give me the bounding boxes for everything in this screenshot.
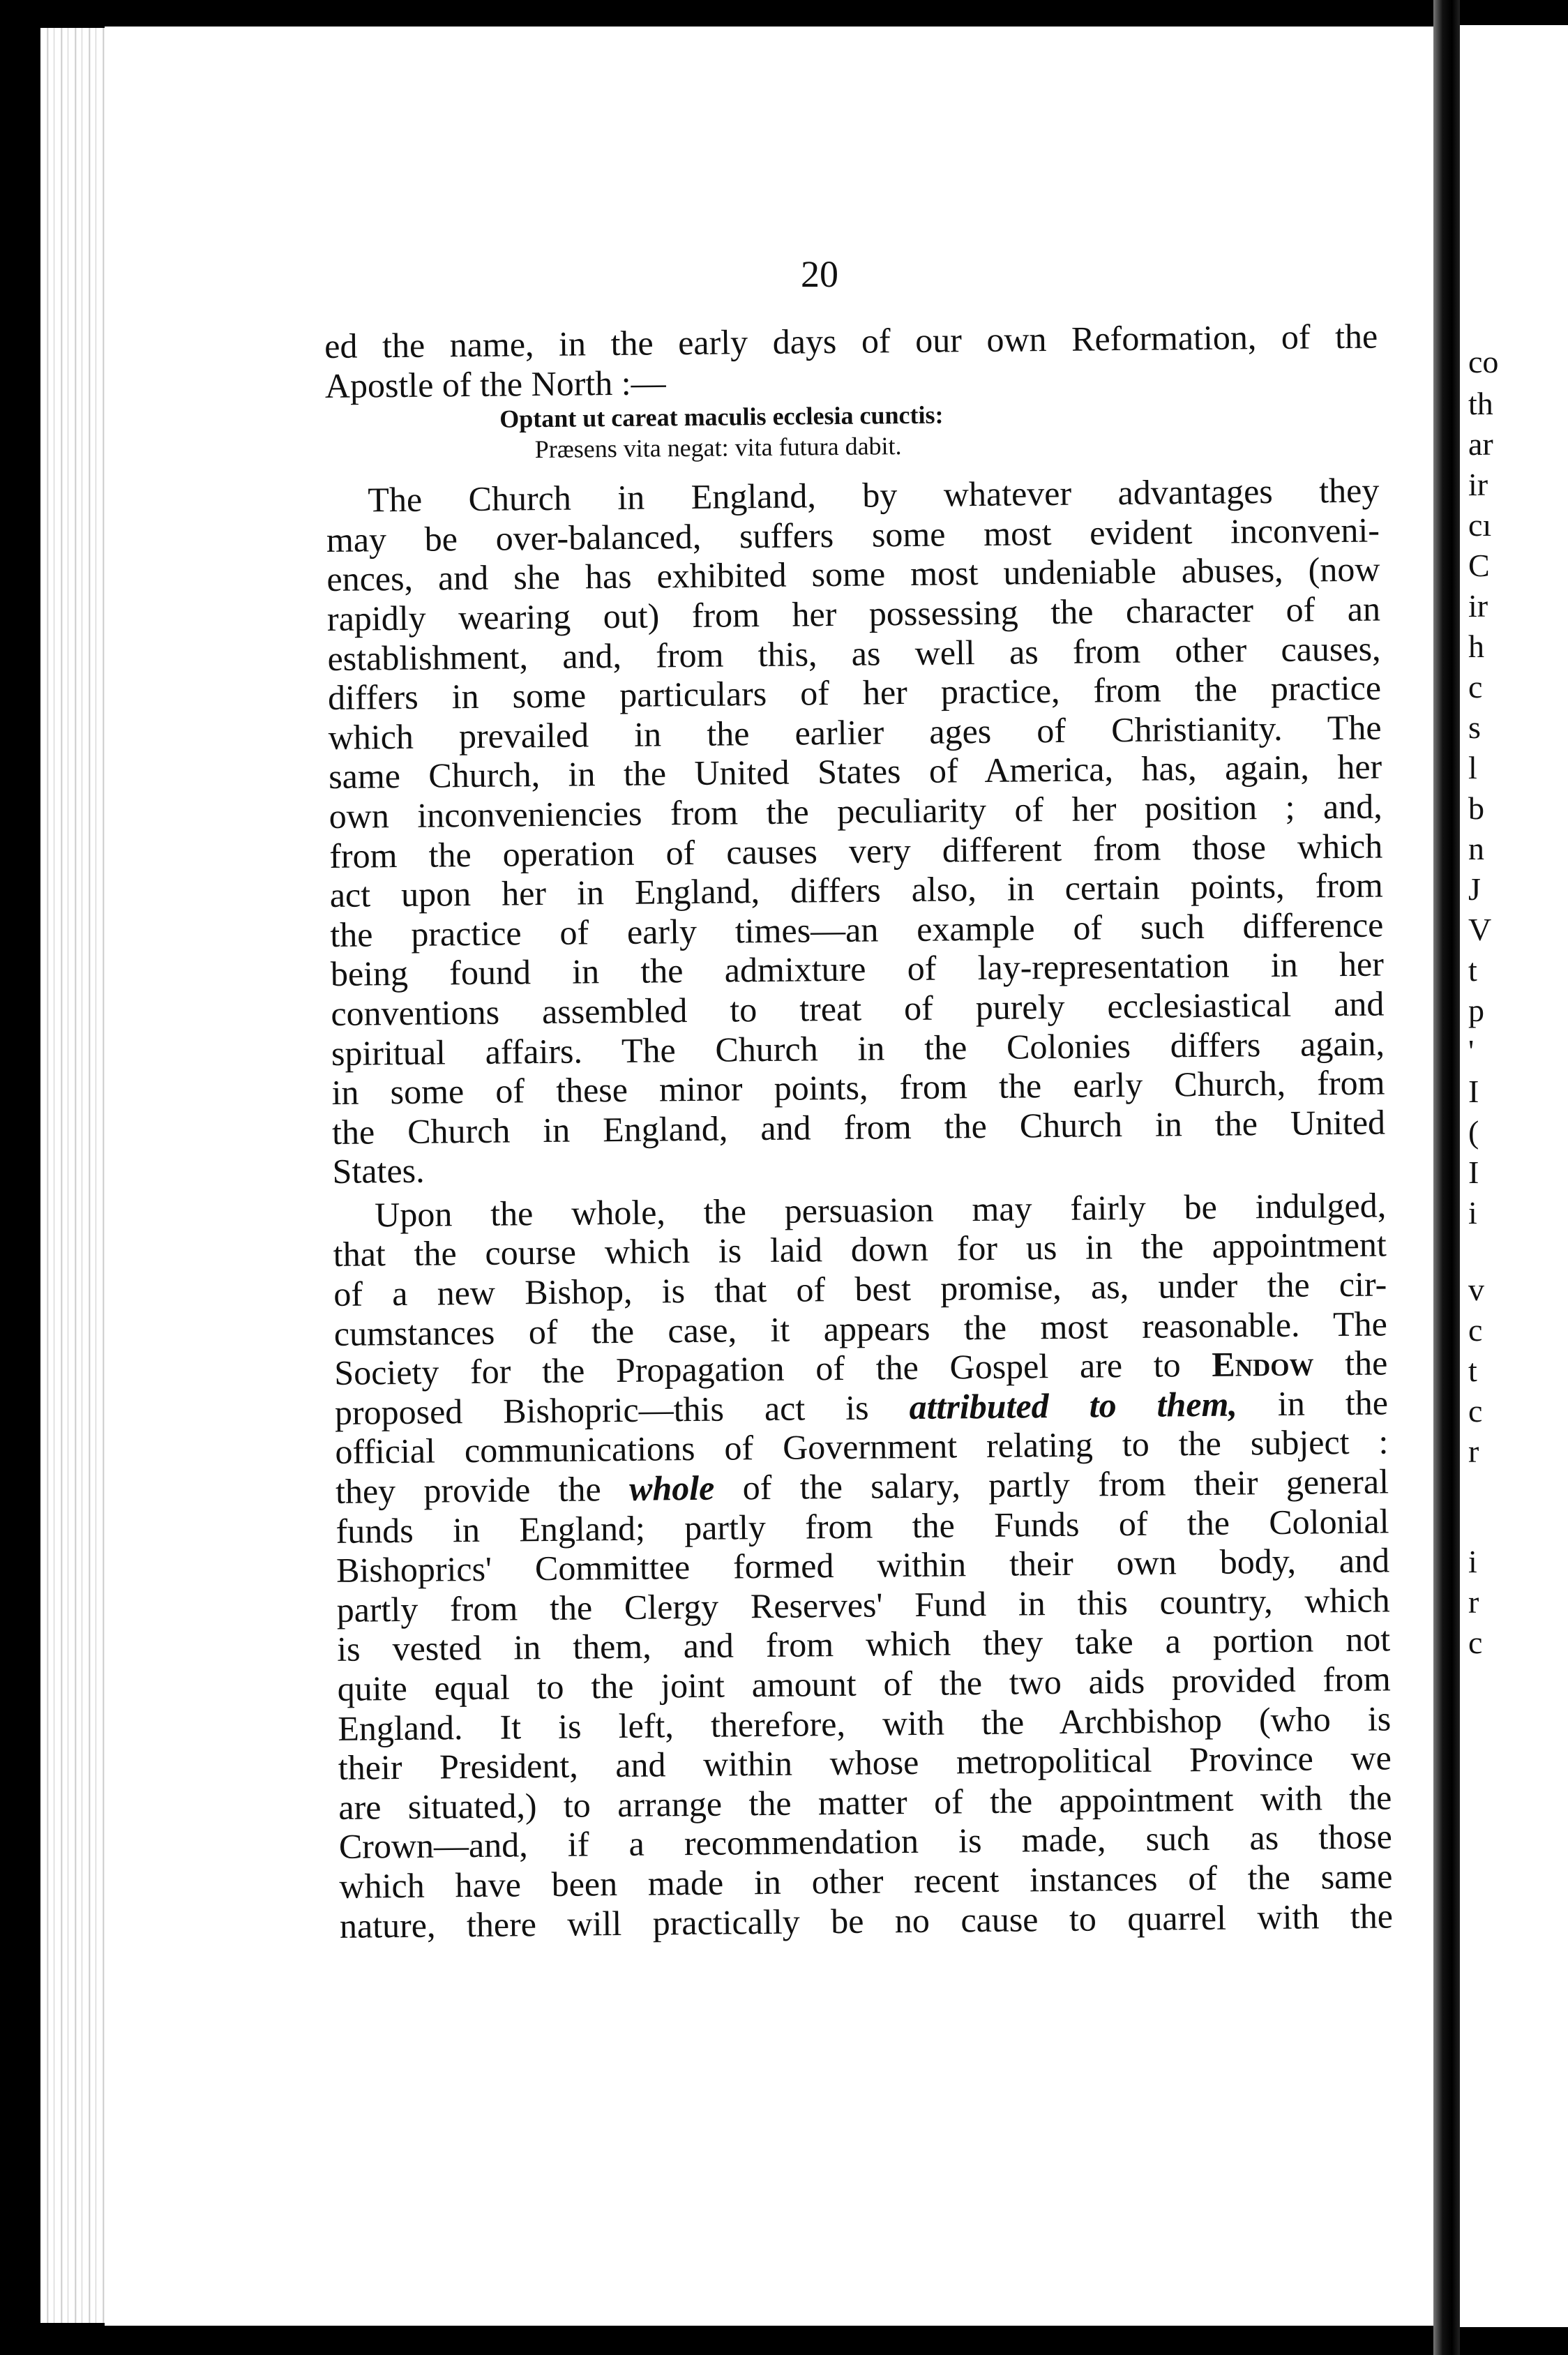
text-line: ences, and she has exhibited some most undeniable abuses, (now <box>326 549 1380 599</box>
text-fragment: proposed Bishopric—this act is <box>334 1387 869 1432</box>
page-number: 20 <box>801 253 838 295</box>
facing-fragment: C <box>1468 548 1490 583</box>
facing-fragment: l <box>1468 750 1477 785</box>
text-line: that the course which is laid down for us in the appointment <box>333 1224 1387 1274</box>
facing-fragment: ir <box>1468 588 1488 624</box>
text-fragment: the <box>1344 1343 1388 1383</box>
facing-fragment: co <box>1468 344 1499 379</box>
facing-fragment: c <box>1468 1312 1483 1348</box>
text-line: Bishoprics' Committee formed within their own body, and <box>336 1540 1390 1590</box>
text-line: funds in England; partly from the Funds of the Colonial <box>336 1501 1389 1551</box>
facing-fragment: ' <box>1468 1033 1475 1069</box>
facing-fragment: s <box>1468 709 1481 745</box>
text-line: own inconveniencies from the peculiarity of her position ; and, <box>329 786 1382 836</box>
italic-word: whole <box>628 1468 715 1508</box>
text-fragment: in the <box>1277 1383 1389 1423</box>
facing-fragment: c <box>1468 669 1483 705</box>
latin-verse-line: Optant ut careat maculis ecclesia cunctis: <box>499 400 944 433</box>
text-line: of a new Bishop, is that of best promise, as, under the cir- <box>333 1264 1387 1314</box>
facing-fragment: ar <box>1468 426 1493 462</box>
text-line: the Church in England, and from the Church in the United <box>331 1102 1386 1152</box>
text-line: which have been made in other recent instances of the same <box>339 1856 1393 1906</box>
text-line: cumstances of the case, it appears the most reasonable. The <box>333 1304 1388 1353</box>
text-line: their President, and within whose metropolitical Province we <box>338 1738 1392 1788</box>
facing-fragment: t <box>1468 1353 1477 1388</box>
text-line: in some of these minor points, from the early Church, from <box>331 1062 1385 1113</box>
italic-phrase: attributed to them, <box>909 1384 1238 1427</box>
text-line: England. It is left, therefore, with the Archbishop (who is <box>338 1699 1392 1748</box>
facing-fragment: p <box>1468 993 1484 1028</box>
text-line: Crown—and, if a recommendation is made, such as those <box>338 1816 1393 1867</box>
facing-fragment: r <box>1468 1434 1479 1469</box>
text-line: Apostle of the North :— <box>324 362 666 405</box>
text-line: States. <box>332 1150 425 1191</box>
text-line: Upon the whole, the persuasion may fairly be indulged, <box>374 1185 1387 1235</box>
facing-fragment: n <box>1468 831 1484 866</box>
facing-fragment: J <box>1468 871 1481 907</box>
text-line: differs in some particulars of her practice, from the practice <box>327 668 1382 718</box>
text-line: from the operation of causes very different from those which <box>329 826 1383 875</box>
facing-fragment: r <box>1468 1584 1479 1620</box>
facing-fragment: v <box>1468 1272 1484 1307</box>
text-line: rapidly wearing out) from her possessing the character of an <box>326 589 1381 638</box>
facing-fragment: i <box>1468 1195 1477 1231</box>
text-fragment: Society for the Propagation of the Gospel are to <box>334 1345 1181 1393</box>
text-line: being found in the admixture of lay-representation in her <box>330 944 1385 994</box>
latin-verse-line: Præsens vita negat: vita futura dabit. <box>534 432 902 464</box>
facing-fragment: ( <box>1468 1114 1479 1150</box>
text-line: same Church, in the United States of America, has, again, her <box>328 746 1382 797</box>
text-line: conventions assembled to treat of purely ecclesiastical and <box>331 984 1385 1033</box>
facing-fragment: I <box>1468 1154 1479 1190</box>
text-line: establishment, and, from this, as well as from other causes, <box>327 629 1381 678</box>
facing-fragment: I <box>1468 1074 1479 1109</box>
small-caps-word: Endow <box>1212 1344 1314 1385</box>
facing-fragment: cı <box>1468 507 1492 543</box>
facing-fragment: c <box>1468 1625 1483 1660</box>
facing-page <box>1460 25 1568 2327</box>
text-line: act upon her in England, differs also, in certain points, from <box>329 865 1384 915</box>
facing-fragment: c <box>1468 1393 1483 1429</box>
text-line: which prevailed in the earlier ages of Christianity. The <box>328 707 1382 757</box>
text-line: The Church in England, by whatever advantages they <box>368 470 1380 520</box>
facing-fragment: th <box>1468 386 1493 421</box>
text-line: is vested in them, and from which they take a portion not <box>336 1619 1391 1669</box>
text-line: may be over-balanced, suffers some most evident inconveni- <box>326 510 1380 559</box>
facing-fragment: ir <box>1468 467 1488 502</box>
text-line: spiritual affairs. The Church in the Colonies differs again, <box>331 1023 1385 1073</box>
facing-fragment: V <box>1468 912 1492 947</box>
text-line: quite equal to the joint amount of the two aids provided from <box>337 1659 1391 1708</box>
text-line: partly from the Clergy Reserves' Fund in this country, which <box>336 1580 1390 1630</box>
text-line: nature, there will practically be no cause to quarrel with the <box>339 1895 1394 1946</box>
book-gutter <box>1433 0 1460 2355</box>
body-text <box>324 317 1393 1946</box>
facing-fragment: h <box>1468 629 1484 664</box>
text-fragment: they provide the <box>335 1469 601 1511</box>
text-line: are situated,) to arrange the matter of the appointment with the <box>338 1777 1392 1827</box>
text-fragment: of the salary, partly from their general <box>742 1461 1389 1507</box>
facing-fragment: b <box>1468 790 1484 826</box>
text-line: official communications of Government relating to the subject : <box>335 1422 1389 1472</box>
facing-fragment: i <box>1468 1544 1477 1579</box>
text-line: the practice of early times—an example of such difference <box>330 905 1384 954</box>
text-line: ed the name, in the early days of our own Reformation, of the <box>324 316 1378 366</box>
facing-fragment: t <box>1468 952 1477 988</box>
